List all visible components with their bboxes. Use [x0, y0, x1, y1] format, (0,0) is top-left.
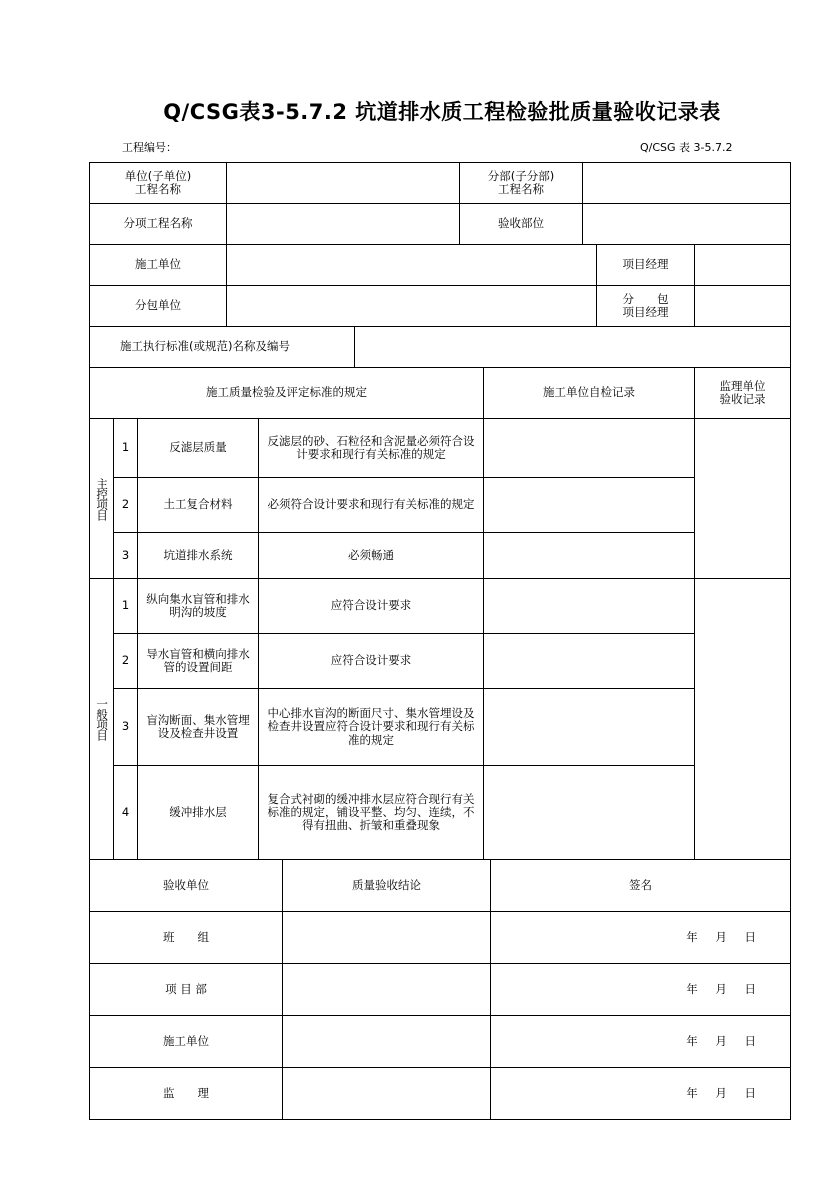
- column-header-self-check: 施工单位自检记录: [483, 367, 695, 419]
- general-item-number: 1: [113, 578, 138, 634]
- general-item-name: 缓冲排水层: [137, 765, 259, 860]
- signoff-signature-date[interactable]: 年 月 日: [490, 1067, 791, 1120]
- general-supervision-field[interactable]: [694, 578, 791, 860]
- signoff-header-conclusion: 质量验收结论: [282, 859, 491, 912]
- main-control-group-label: 主控项目: [89, 418, 114, 579]
- main-item-self-check-field[interactable]: [483, 532, 695, 579]
- acceptance-part-label: 验收部位: [459, 203, 583, 245]
- general-item-name: 纵向集水盲管和排水明沟的坡度: [137, 578, 259, 634]
- construction-unit-field[interactable]: [226, 244, 597, 286]
- subcontract-unit-field[interactable]: [226, 285, 597, 327]
- signoff-header-unit: 验收单位: [89, 859, 283, 912]
- standard-field[interactable]: [354, 326, 791, 368]
- form-code: Q/CSG 表 3-5.7.2: [640, 141, 733, 154]
- general-group-label: 一般项目: [89, 578, 114, 860]
- general-item-number: 2: [113, 633, 138, 689]
- standard-label: 施工执行标准(或规范)名称及编号: [89, 326, 355, 368]
- column-header-supervision: 监理单位 验收记录: [694, 367, 791, 419]
- column-header-spec: 施工质量检验及评定标准的规定: [89, 367, 484, 419]
- general-item-name: 盲沟断面、集水管埋设及检查井设置: [137, 688, 259, 766]
- main-supervision-field[interactable]: [694, 418, 791, 579]
- form-title: Q/CSG表3-5.7.2 坑道排水质工程检验批质量验收记录表: [163, 100, 721, 124]
- main-item-number: 2: [113, 477, 138, 533]
- signoff-unit: 班 组: [89, 911, 283, 964]
- signoff-unit: 监 理: [89, 1067, 283, 1120]
- signoff-signature-date[interactable]: 年 月 日: [490, 911, 791, 964]
- general-item-requirement: 应符合设计要求: [258, 633, 484, 689]
- main-item-self-check-field[interactable]: [483, 418, 695, 478]
- main-item-number: 1: [113, 418, 138, 478]
- general-item-requirement: 中心排水盲沟的断面尺寸、集水管埋设及检查井设置应符合设计要求和现行有关标准的规定: [258, 688, 484, 766]
- signoff-conclusion-field[interactable]: [282, 1015, 491, 1068]
- unit-name-label: 单位(子单位) 工程名称: [89, 162, 227, 204]
- main-item-self-check-field[interactable]: [483, 477, 695, 533]
- general-item-number: 4: [113, 765, 138, 860]
- general-item-self-check-field[interactable]: [483, 578, 695, 634]
- signoff-conclusion-field[interactable]: [282, 963, 491, 1016]
- main-item-requirement: 必须畅通: [258, 532, 484, 579]
- signoff-signature-date[interactable]: 年 月 日: [490, 963, 791, 1016]
- unit-name-field[interactable]: [226, 162, 460, 204]
- project-number-label: 工程编号：: [122, 141, 177, 154]
- signoff-unit: 施工单位: [89, 1015, 283, 1068]
- general-item-self-check-field[interactable]: [483, 765, 695, 860]
- main-item-number: 3: [113, 532, 138, 579]
- division-name-field[interactable]: [582, 162, 791, 204]
- general-item-requirement: 应符合设计要求: [258, 578, 484, 634]
- construction-unit-label: 施工单位: [89, 244, 227, 286]
- main-item-requirement: 反滤层的砂、石粒径和含泥量必须符合设计要求和现行有关标准的规定: [258, 418, 484, 478]
- main-item-requirement: 必须符合设计要求和现行有关标准的规定: [258, 477, 484, 533]
- project-manager-field[interactable]: [694, 244, 791, 286]
- general-item-self-check-field[interactable]: [483, 633, 695, 689]
- signoff-signature-date[interactable]: 年 月 日: [490, 1015, 791, 1068]
- signoff-conclusion-field[interactable]: [282, 1067, 491, 1120]
- subcontract-manager-field[interactable]: [694, 285, 791, 327]
- main-item-name: 土工复合材料: [137, 477, 259, 533]
- general-item-self-check-field[interactable]: [483, 688, 695, 766]
- main-item-name: 坑道排水系统: [137, 532, 259, 579]
- main-item-name: 反滤层质量: [137, 418, 259, 478]
- signoff-header-signature: 签名: [490, 859, 791, 912]
- general-item-requirement: 复合式衬砌的缓冲排水层应符合现行有关标准的规定，铺设平整、均匀、连续，不得有扭曲、折皱和重叠现象: [258, 765, 484, 860]
- subitem-name-field[interactable]: [226, 203, 460, 245]
- subcontract-unit-label: 分包单位: [89, 285, 227, 327]
- division-name-label: 分部(子分部) 工程名称: [459, 162, 583, 204]
- signoff-conclusion-field[interactable]: [282, 911, 491, 964]
- subcontract-manager-label: 分 包 项目经理: [596, 285, 695, 327]
- project-manager-label: 项目经理: [596, 244, 695, 286]
- acceptance-part-field[interactable]: [582, 203, 791, 245]
- subitem-name-label: 分项工程名称: [89, 203, 227, 245]
- general-item-number: 3: [113, 688, 138, 766]
- general-item-name: 导水盲管和横向排水管的设置间距: [137, 633, 259, 689]
- signoff-unit: 项 目 部: [89, 963, 283, 1016]
